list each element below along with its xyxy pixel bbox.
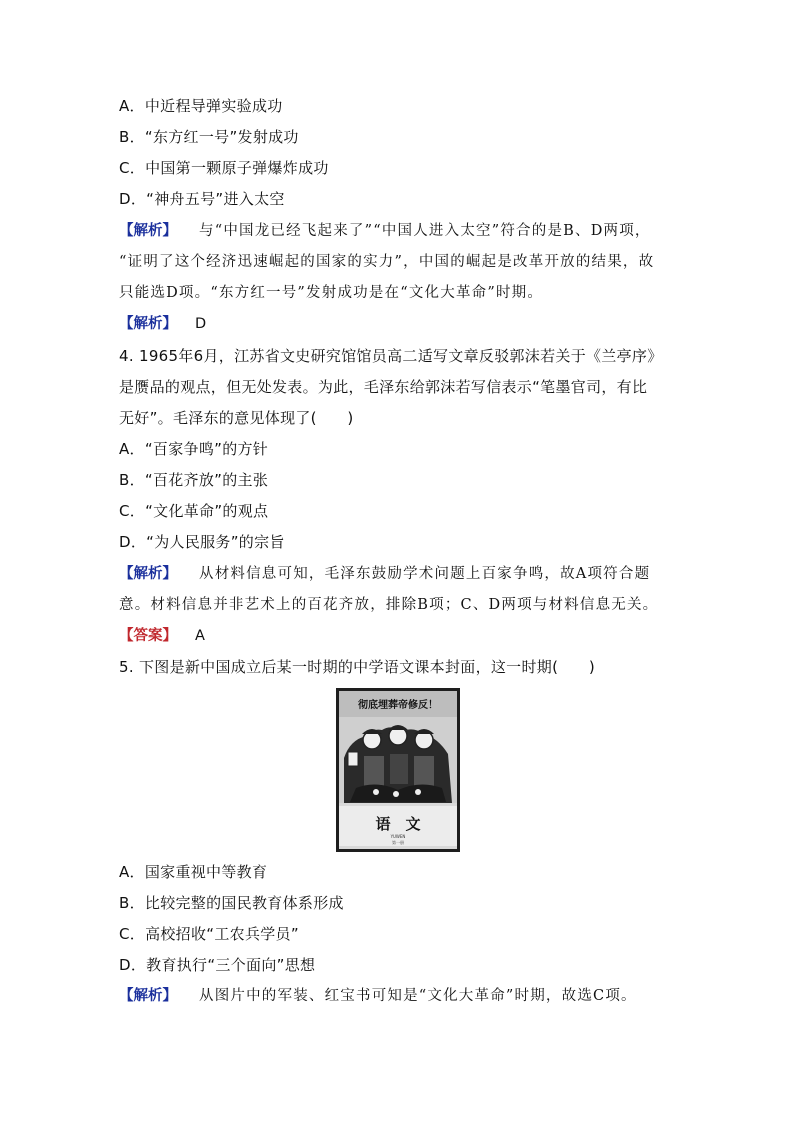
q4-analysis-line-1: [119, 563, 650, 585]
q3-analysis-line-2: “证明了这个经济迅速崛起的国家的实力”，中国的崛起是改革开放的结果，故: [119, 254, 655, 270]
q4-option-c: C．“文化革命”的观点: [119, 502, 269, 520]
q4-analysis-tag: 【解析】: [119, 566, 177, 582]
cover-banner-text: 彻底埋葬帝修反！: [358, 700, 438, 711]
q3-analysis-line-3: 只能选D项。“东方红一号”发射成功是在“文化大革命”时期。: [119, 285, 544, 301]
cover-subtitle-text: YUWEN: [390, 834, 406, 839]
q3-option-d: D．“神舟五号”进入太空: [119, 190, 285, 208]
q3-option-a: A．中近程导弹实验成功: [119, 97, 283, 115]
q4-answer-value: A: [195, 628, 205, 644]
q3-option-c: C．中国第一颗原子弹爆炸成功: [119, 159, 329, 177]
q4-analysis-text-1: 从材料信息可知，毛泽东鼓励学术问题上百家争鸣，故A项符合题: [199, 566, 651, 582]
q4-option-d: D．“为人民服务”的宗旨: [119, 533, 285, 551]
q4-analysis-line-2: 意。材料信息并非艺术上的百花齐放，排除B项；C、D两项与材料信息无关。: [119, 597, 659, 613]
q4-stem-line-3: 无好”。毛泽东的意见体现了( ): [119, 409, 354, 427]
q5-option-c: C．高校招收“工农兵学员”: [119, 925, 299, 943]
q5-analysis-tag: 【解析】: [119, 988, 177, 1004]
q3-answer-value: D: [195, 316, 207, 332]
q4-option-a: A．“百家争鸣”的方针: [119, 440, 269, 458]
textbook-cover-image: [336, 688, 460, 852]
q5-analysis-line-1: [119, 985, 637, 1007]
q3-analysis-line-1: [119, 220, 651, 242]
q5-option-b: B．比较完整的国民教育体系形成: [119, 894, 344, 912]
q4-stem-line-1: 4. 1965年6月，江苏省文史研究馆馆员高二适写文章反驳郭沫若关于《兰亭序》: [119, 347, 663, 365]
cover-title-text: 语 文: [375, 815, 421, 833]
q3-answer-line: [119, 313, 206, 335]
q4-option-b: B．“百花齐放”的主张: [119, 471, 269, 489]
q5-option-d: D．教育执行“三个面向”思想: [119, 956, 316, 974]
q3-answer-tag: 【解析】: [119, 316, 177, 332]
q5-stem: 5. 下图是新中国成立后某一时期的中学语文课本封面，这一时期( ): [119, 658, 595, 676]
cover-volume-text: 第一册: [392, 840, 404, 845]
q5-analysis-text-1: 从图片中的军装、红宝书可知是“文化大革命”时期，故选C项。: [199, 988, 637, 1004]
q5-option-a: A．国家重视中等教育: [119, 863, 268, 881]
q3-option-b: B．“东方红一号”发射成功: [119, 128, 299, 146]
q4-answer-line: [119, 625, 205, 647]
q4-answer-tag: 【答案】: [119, 628, 177, 644]
q4-stem-line-2: 是赝品的观点，但无处发表。为此，毛泽东给郭沫若写信表示“笔墨官司，有比: [119, 378, 648, 396]
q3-analysis-tag: 【解析】: [119, 223, 177, 239]
q3-analysis-text-1: 与“中国龙已经飞起来了”“中国人进入太空”符合的是B、D两项，: [199, 223, 651, 239]
